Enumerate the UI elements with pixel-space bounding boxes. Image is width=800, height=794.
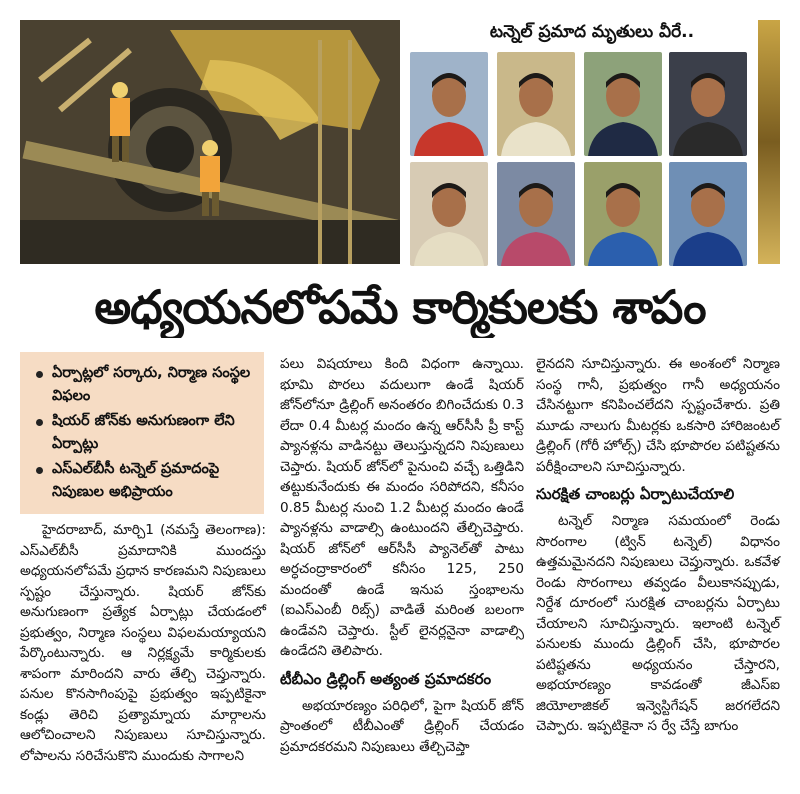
victim-photo-3 (584, 52, 662, 156)
highlight-point: షియర్ జోన్‌కు అనుగుణంగా లేని ఏర్పాట్లు (32, 410, 256, 456)
article-column-2 (280, 354, 524, 757)
victim-photo-8 (669, 162, 747, 266)
victim-photo-7 (584, 162, 662, 266)
article-paragraph: పలు విషయాలు కింది విధంగా ఉన్నాయి. భూమి పొరలు వదులుగా ఉండే షియర్ జోన్‌లోనూ డ్రిల్లింగ్ అనంతరం బిగించేదుకు 0.3 లేదా 0.4 మీటర్ల మందం ఉన్న ఆర్‌సీసీ ప్రీ కాస్ట్ ప్యానళ్లను వాడినట్టు తెలుస్తున్నదని నిపుణులు చెప్తారు. షియర్ జోన్‌లో పైనుంచి వచ్చే ఒత్తిడిని తట్టుకునేందుకు ఈ మందం సరిపోదని, కనీసం 0.85 మీటర్ల నుంచి 1.2 మీటర్ల మందం ఉండే ప్యానళ్లను వాడాల్సి ఉంటుందని తేల్చిచెప్తారు. షియర్ జోన్‌లో ఆర్‌సీసీ ప్యానెల్‌తో పాటు అర్ధచంద్రాకారంలో కనీసం 125, 250 మందంతో ఉండే ఇనుప స్తంభాలను (ఐఎస్‌ఎంబీ రిబ్స్) వాడితే మరింత బలంగా ఉండేవని చెప్తారు. స్టీల్ లైనర్లనైనా వాడాల్సి ఉండేదని తెలిపారు. (280, 356, 524, 659)
subheading-tbm-drilling: టీబీఎం డ్రిల్లింగ్ అత్యంత ప్రమాదకరం (280, 669, 492, 688)
subheading-safety-chambers: సురక్షిత చాంబర్లు ఏర్పాటుచేయాలి (536, 485, 735, 503)
victims-panel (404, 20, 780, 270)
tunnel-photo-illustration (20, 20, 400, 264)
victim-photo-1 (410, 52, 488, 156)
photo-edge-strip (758, 20, 780, 264)
victim-photo-5 (410, 162, 488, 266)
article-column-3 (536, 354, 780, 737)
highlights-box (20, 352, 264, 514)
victim-photo-2 (497, 52, 575, 156)
victims-caption: టన్నెల్ ప్రమాద మృతులు వీరే.. (489, 22, 695, 42)
tunnel-rescue-photo (20, 20, 400, 264)
article-column-1 (20, 520, 266, 766)
victim-photo-4 (669, 52, 747, 156)
victim-photo-6 (497, 162, 575, 266)
article-paragraph: టన్నెల్ నిర్మాణ సమయంలో రెండు సొరంగాల (ట్విన్ టన్నెల్) విధానం ఉత్తమమైనదని నిపుణులు చెప్తున్నారు. ఒకవేళ రెండు సొరంగాలు తవ్వడం వీలుకానప్పుడు, నిర్దేశ దూరంలో సురక్షిత చాంబర్లను ఏర్పాటు చేయాలని సూచిస్తున్నారు. ఇలాంటి టన్నెల్ పనులకు ముందు డ్రిల్లింగ్ చేసి, భూపొరల పటిష్టతను అధ్యయనం చేస్తారని, అభయారణ్యం కావడంతో జీఎస్ఐ జియోలాజికల్ ఇన్వెస్టిగేషన్ జరగలేదని చెప్పారు. ఇప్పటికైనా స ర్వే చేస్తే బాగుం (536, 513, 780, 734)
article-paragraph: లైనదని సూచిస్తున్నారు. ఈ అంశంలో నిర్మాణ సంస్థ గానీ, ప్రభుత్వం గానీ అధ్యయనం చేసినట్టుగా కనిపించలేదని స్పష్టంచేశారు. ప్రతి మూడు నాలుగు మీటర్లకు ఒకసారి హారిజంటల్ డ్రిల్లింగ్ (గోరీ హోల్స్) చేసి భూపొరల పటిష్టతను పరీక్షించాలని సూచిస్తున్నారు. (536, 356, 781, 475)
article-paragraph: హైదరాబాద్, మార్చి1 (నమస్తే తెలంగాణ): ఎస్‌ఎల్‌బీసీ ప్రమాదానికి ముందస్తు అధ్యయనలోపమే ప్రధాన కారణమని నిపుణులు స్పష్టం చేస్తున్నారు. షియర్ జోన్‌కు అనుగుణంగా ప్రత్యేక ఏర్పాట్లు చేయడంలో ప్రభుత్వం, నిర్మాణ సంస్థలు విఫలమయ్యాయని పేర్కొంటున్నారు. ఆ నిర్లక్ష్యమే కార్మికులకు శాపంగా మారిందని వారు తేల్చి చెప్తున్నారు. పనుల కొనసాగింపుపై ప్రభుత్వం ఇప్పటికైనా కండ్లు తెరిచి ప్రత్యామ్నాయ మార్గాలను ఆలోచించాలని నిపుణులు సూచిస్తున్నారు. లోపాలను సరిచేసుకొని ముందుకు సాగాలని (20, 522, 266, 764)
highlight-point: ఏర్పాట్లలో సర్కారు, నిర్మాణ సంస్థల విఫలం (32, 362, 256, 408)
article-paragraph: అభయారణ్యం పరిధిలో, పైగా షియర్ జోన్ ప్రాంతంలో టీబీఎంతో డ్రిల్లింగ్ చేయడం ప్రమాదకరమని నిపుణులు తేల్చిచెప్తా (280, 697, 524, 755)
highlight-point: ఎస్‌ఎల్‌బీసీ టన్నెల్ ప్రమాదంపై నిపుణుల అభిప్రాయం (32, 458, 256, 504)
headline: అధ్యయనలోపమే కార్మికులకు శాపం (94, 280, 706, 334)
